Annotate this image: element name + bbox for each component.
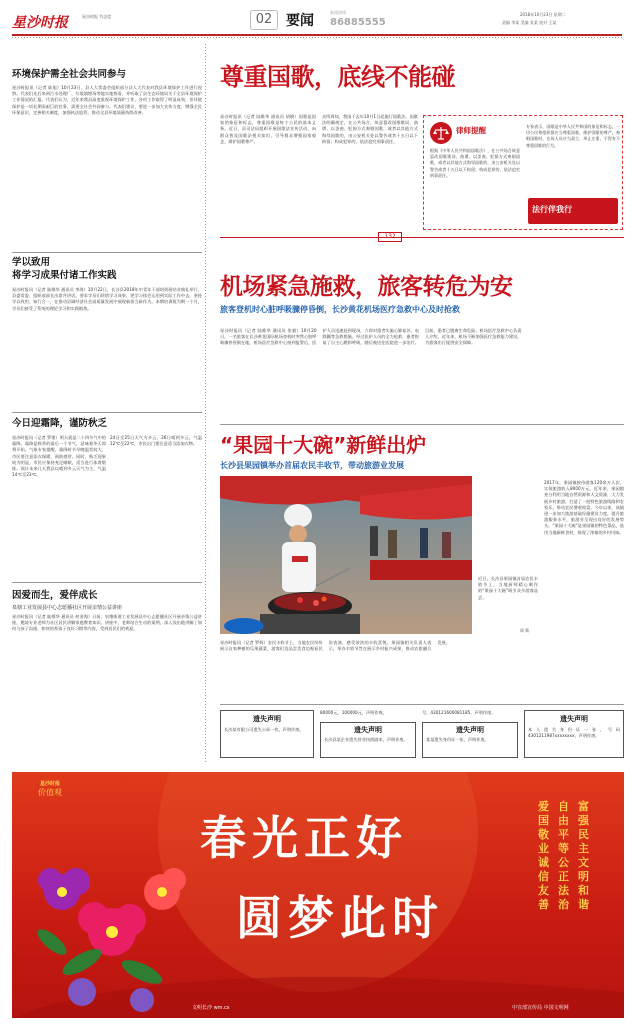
masthead-date: 2018年10月23日 星期二 [520,12,566,17]
core-values-col-2: 自由平等公正法治 [558,800,569,911]
notice-3-body: 某某遗失身份证一张，声明作废。 [426,737,489,742]
left-column-divider [205,44,206,764]
section-title: 要闻 [286,13,314,29]
airport-story-body: 星沙时报讯（记者 陆维华 通讯员 张毅）10月20日，一名旅客在长沙黄花国际机场登机时突然心脏呼吸骤停昏倒在地。机场医疗急救中心接到报警后，医护人员迅速赶到现场，立即对患者实施心肺复苏、电除颤等急救措施。经过医护人员的全力抢救，患者恢复了自主心跳和呼吸，随后被送往医院进一步治疗。目前，患者已脱离生命危险。机场医疗急救中心负责人介绍，近年来，机场不断加强医疗急救能力建设，为旅客出行提供安全保障。 [220,328,522,346]
notice-mid-text-2: 号，430121600081185，声明作废。 [422,710,496,715]
article-study-title-1: 学以致用 [12,257,51,268]
notice-4-title: 遗失声明 [560,715,588,723]
banner-footer-right: 中宣部宣传局 中国文明网 [512,1005,569,1011]
article-study-body: 星沙时报讯（记者 陆维华 通讯员 李海）10月22日，长沙县2018年中青年干部培训班结业典礼举行，县委常委、组织部部长出席并讲话。要求学员们珍惜学习成果，把学习体会运用到实际工作中去，坚持学以致用、知行合一，在推动县域经济社会高质量发展中展现新担当新作为。本期培训班为期一个月，学员们接受了系统的理论学习和实践锻炼。 [12,287,202,311]
banner-logo-art: 价值观 [38,788,62,797]
article-love-subtitle: 泉塘工业发展县中心志愿播社区开展亲情公益讲座 [12,605,123,611]
notice-box-3 [422,722,518,758]
hotline-number: 86885555 [330,17,386,28]
masthead-logo-sub: 星沙时报 有态度 [82,14,112,19]
page-number-badge [250,10,278,30]
lawyer-tip-label: 律师提醒 [456,126,486,135]
banner-title-1: 春光正好 [200,811,408,865]
law-brand-logo [528,198,618,224]
fruit-story-body-left: 星沙时报讯（记者 罗辉）农民丰收节上，当地农民纷纷展示自家种植的瓜果蔬菜，游客们边品尝美食边观看民俗表演，感受浓浓的丰收喜悦。果园镇相关负责人表示，举办丰收节旨在展示乡村振兴成果，推动农旅融合发展。 [220,640,450,652]
lawyer-tip-body: 根据《中华人民共和国国歌法》，在公共场合故意篡改国歌歌词、曲谱，以歪曲、贬损方式奏唱国歌，或者以其他方式侮辱国歌的，由公安机关处以警告或者十五日以下拘留；构成犯罪的，依法追究刑事责任。 [430,148,520,178]
banner-logo-text: 星沙时报 [39,781,60,787]
fruit-story-body-right: 2017年，果园镇接待游客120余万人次，实现旅游收入8000万元。近年来，果园镇充分利用当地自然资源和人文资源，大力发展乡村旅游，打造了一批特色旅游线路和农家乐，带动农民增收致富。今年以来，该镇进一步加大旅游基础设施建设力度，提升旅游服务水平，旅游业呈现出良好的发展势头。“果园十大碗”是果园镇的特色菜品，选用当地新鲜食材，体现了浓郁的乡村风味。 [544,480,624,535]
fruit-story-photo [220,476,472,634]
page-number: 02 [255,12,273,27]
airport-story-headline: 机场紧急施救，旅客转危为安 [220,274,513,300]
article-love-body: 星沙时报讯（记者 陆维华 通讯员 何金海）日前，泉塘街道工业发展县中心志愿播社区开展亲情公益讲座，邀请专业老师为社区居民讲解家庭教育知识。讲座中，老师结合生动的案例，深入浅出地讲解了如何与孩子沟通、如何培养孩子良好习惯等内容，受到居民们的欢迎。 [12,614,202,632]
masthead-editors: 责编 李某 美编 张某 校对 王某 [502,20,557,25]
notice-mid-text: 80000元，100000元，声明作废。 [320,710,387,715]
lawyer-tip-body-right: 专家表示，国歌是中华人民共和国的象征和标志，一切公民和组织都应当尊重国歌，维护国歌的尊严。奏唱国歌时，在场人员应当肃立，举止庄重，不得有不尊重国歌的行为。 [526,124,620,148]
airport-story-subtitle: 旅客登机时心脏呼吸骤停昏倒，长沙黄花机场医疗急救中心及时抢救 [220,305,460,314]
notice-1-body: 长沙某有限公司遗失公章一枚，声明作废。 [224,727,304,732]
law-brand-label: 法行伴我行 [532,205,572,214]
notice-box-4 [524,710,624,758]
article-env-body: 星沙时报讯（记者 陈旭）10月23日，县人大常委会组织部分县人大代表对我县环境保护工作进行视察。代表们先后来到污水处理厂、垃圾填埋场等地实地察看，并听取了县生态环境局关于全县环境保护工作情况的汇报。代表们认为，近年来我县高度重视环境保护工作，各项工作取得了明显成效，但环境保护是一项长期而艰巨的任务，需要全社会共同参与。代表们建议，要进一步加大宣传力度，增强全民环保意识，完善相关制度，加强执法监管，推动全县环境质量持续改善。 [12,85,202,115]
top-story-bottom-rule [220,237,624,238]
fruit-photo-caption: 近日，长沙县果园镇首届农民丰收节上，当地厨师精心制作的“果园十大碗”吸引众多游客品尝。 [478,576,538,600]
core-values-col-1: 富强民主文明和谐 [578,800,589,911]
notice-4-body: 本人遗失身份证一张，号码4301211987xxxxxxxx，声明作废。 [528,727,620,739]
top-story-headline: 尊重国歌，底线不能碰 [220,63,455,91]
left-divider-3 [12,582,202,583]
scales-icon [430,122,452,144]
notices-top-rule [220,704,624,705]
lawyer-tip-box [423,115,623,230]
peony-flower-art [22,832,212,1018]
banner-logo [32,780,68,810]
top-story-body-2: 众所周知，我国于去年10月1日起施行国歌法。国歌法明确规定，在公共场合，故意篡改国歌歌词、曲谱，以歪曲、贬损方式奏唱国歌，或者以其他方式侮辱国歌的，由公安机关处以警告或者十五日以下拘留；构成犯罪的，依法追究刑事责任。 [322,114,418,144]
masthead-dots [12,37,622,38]
notice-box-2 [320,722,416,758]
notice-3-title: 遗失声明 [456,726,484,734]
notice-2-body: 长沙县某企业遗失营业执照副本，声明作废。 [324,737,408,742]
masthead [0,0,634,36]
hotline-label: 新闻热线 [330,10,346,15]
airport-story-bottom-rule [220,424,624,425]
top-story-body-1: 星沙时报讯（记者 陆维华 通讯员 胡晓）国歌是国家的象征和标志，尊重国歌是每个公民的基本义务。近日，县司法局组织开展国歌法宣传活动，向群众普及国歌法相关知识，引导群众增强国家观念，维护国歌尊严。 [220,114,316,144]
notice-1-title: 遗失声明 [253,715,281,723]
banner-title-2: 圆梦此时 [236,891,444,945]
public-service-banner [12,772,624,1018]
article-love-title: 因爱而生，爱伴成长 [12,590,98,601]
article-frost-body-2: 24日至25日天气为多云，26日晴到多云，气温12℃至22℃，市民出门要注意适当添加衣物。 [110,435,202,447]
fruit-story-subtitle: 长沙县果园镇举办首届农民丰收节，带动旅游业发展 [220,461,404,470]
left-divider-2 [12,412,202,413]
masthead-rule [12,34,622,36]
fruit-story-headline: “果园十大碗”新鲜出炉 [220,433,427,457]
core-values-col-3: 爱国敬业诚信友善 [538,800,549,911]
notice-2-title: 遗失声明 [354,726,382,734]
masthead-logo: 星沙时报 [12,15,68,31]
banner-footer-left: 文明长沙 wm.cs [192,1005,230,1011]
article-env-title: 环境保护需全社会共同参与 [12,69,127,80]
notice-box-1 [220,710,314,758]
article-study-title-2: 将学习成果付诸工作实践 [12,270,117,281]
fruit-photo-credit: 周 斯 [520,628,530,633]
left-divider-1 [12,252,202,253]
article-frost-title: 今日迎霜降，谨防秋乏 [12,418,108,429]
article-frost-body: 星沙时报讯（记者 罗建）明天就是二十四节气中的霜降，霜降是秋季的最后一个节气，意味着冬天即将开始。气象专家提醒，霜降时节早晚温差较大，市民要注意添衣保暖，预防感冒。同时，秋乏现象较为明显，市民应保持充足睡眠，适当进行体育锻炼。预计未来几天我县以晴到多云天气为主，气温14℃至23℃。 [12,435,106,478]
